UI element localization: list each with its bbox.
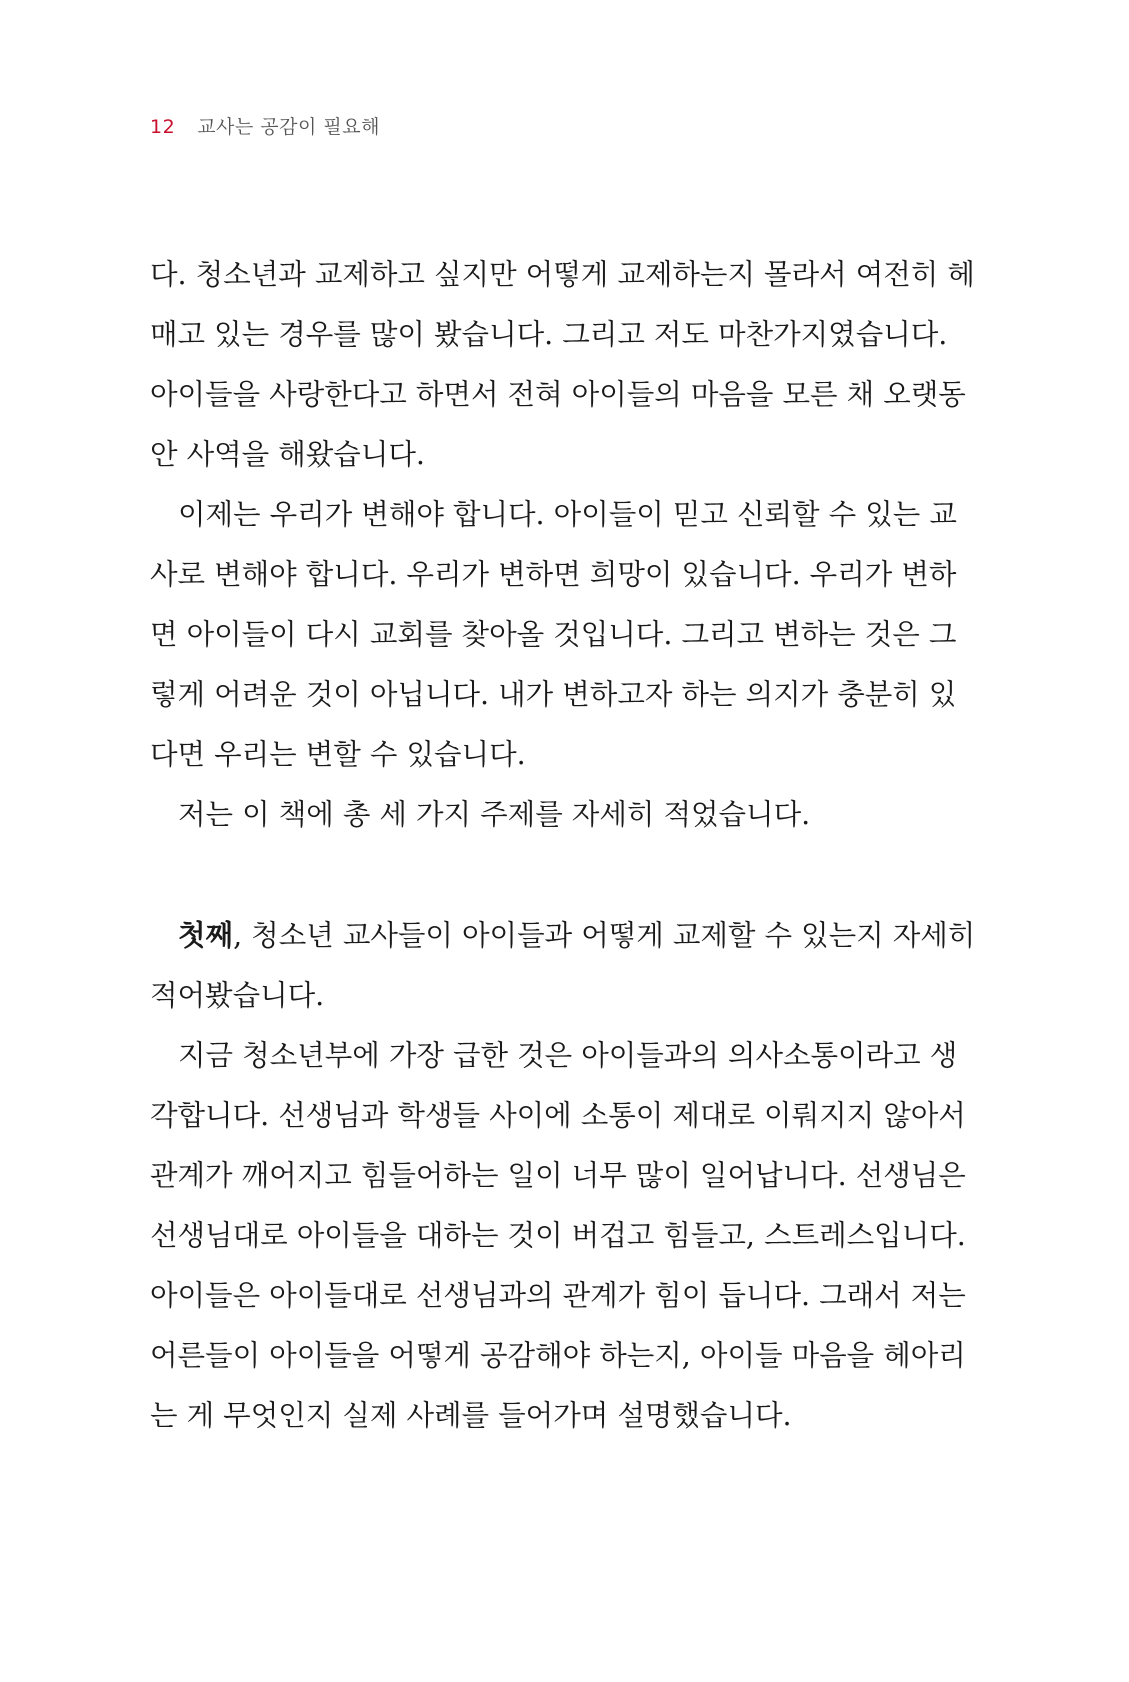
paragraph bbox=[150, 785, 940, 845]
text-line: 이제는 우리가 변해야 합니다. 아이들이 믿고 신뢰할 수 있는 교 bbox=[178, 498, 957, 531]
body-text bbox=[150, 245, 976, 1446]
running-header bbox=[150, 112, 380, 139]
text-line: 매고 있는 경우를 많이 봤습니다. 그리고 저도 마찬가지였습니다. bbox=[150, 318, 948, 351]
text-line bbox=[150, 905, 976, 966]
text-line: 렇게 어려운 것이 아닙니다. 내가 변하고자 하는 의지가 충분히 있 bbox=[150, 678, 957, 711]
text-line: 다면 우리는 변할 수 있습니다. bbox=[150, 738, 526, 771]
text-line: 다. 청소년과 교제하고 싶지만 어떻게 교제하는지 몰라서 여전히 헤 bbox=[150, 258, 975, 291]
text-line: 아이들을 사랑한다고 하면서 전혀 아이들의 마음을 모른 채 오랫동 bbox=[150, 378, 966, 411]
text-line: 어른들이 아이들을 어떻게 공감해야 하는지, 아이들 마음을 헤아리 bbox=[150, 1339, 966, 1372]
book-title: 교사는 공감이 필요해 bbox=[197, 116, 380, 138]
text-line: 사로 변해야 합니다. 우리가 변하면 희망이 있습니다. 우리가 변하 bbox=[150, 558, 957, 591]
text-line: 선생님대로 아이들을 대하는 것이 버겁고 힘들고, 스트레스입니다. bbox=[150, 1219, 966, 1252]
paragraph bbox=[150, 1026, 966, 1446]
section-gap bbox=[150, 845, 940, 905]
text-line: 지금 청소년부에 가장 급한 것은 아이들과의 의사소통이라고 생 bbox=[178, 1039, 958, 1072]
text-line: 아이들은 아이들대로 선생님과의 관계가 힘이 듭니다. 그래서 저는 bbox=[150, 1279, 966, 1312]
emphasis-lead: 첫째 bbox=[178, 918, 234, 952]
text-line: 관계가 깨어지고 힘들어하는 일이 너무 많이 일어납니다. 선생님은 bbox=[150, 1159, 966, 1192]
text-line: 는 게 무엇인지 실제 사례를 들어가며 설명했습니다. bbox=[150, 1399, 792, 1432]
text-line: 적어봤습니다. bbox=[150, 979, 325, 1012]
paragraph bbox=[150, 485, 957, 785]
paragraph bbox=[150, 245, 975, 485]
text-line: 면 아이들이 다시 교회를 찾아올 것입니다. 그리고 변하는 것은 그 bbox=[150, 618, 957, 651]
text-line: 안 사역을 해왔습니다. bbox=[150, 438, 425, 471]
text-line: 각합니다. 선생님과 학생들 사이에 소통이 제대로 이뤄지지 않아서 bbox=[150, 1099, 966, 1132]
paragraph bbox=[150, 905, 976, 1026]
page-number: 12 bbox=[150, 116, 176, 138]
text-fragment: , 청소년 교사들이 아이들과 어떻게 교제할 수 있는지 자세히 bbox=[233, 919, 976, 952]
text-line: 저는 이 책에 총 세 가지 주제를 자세히 적었습니다. bbox=[178, 798, 811, 831]
